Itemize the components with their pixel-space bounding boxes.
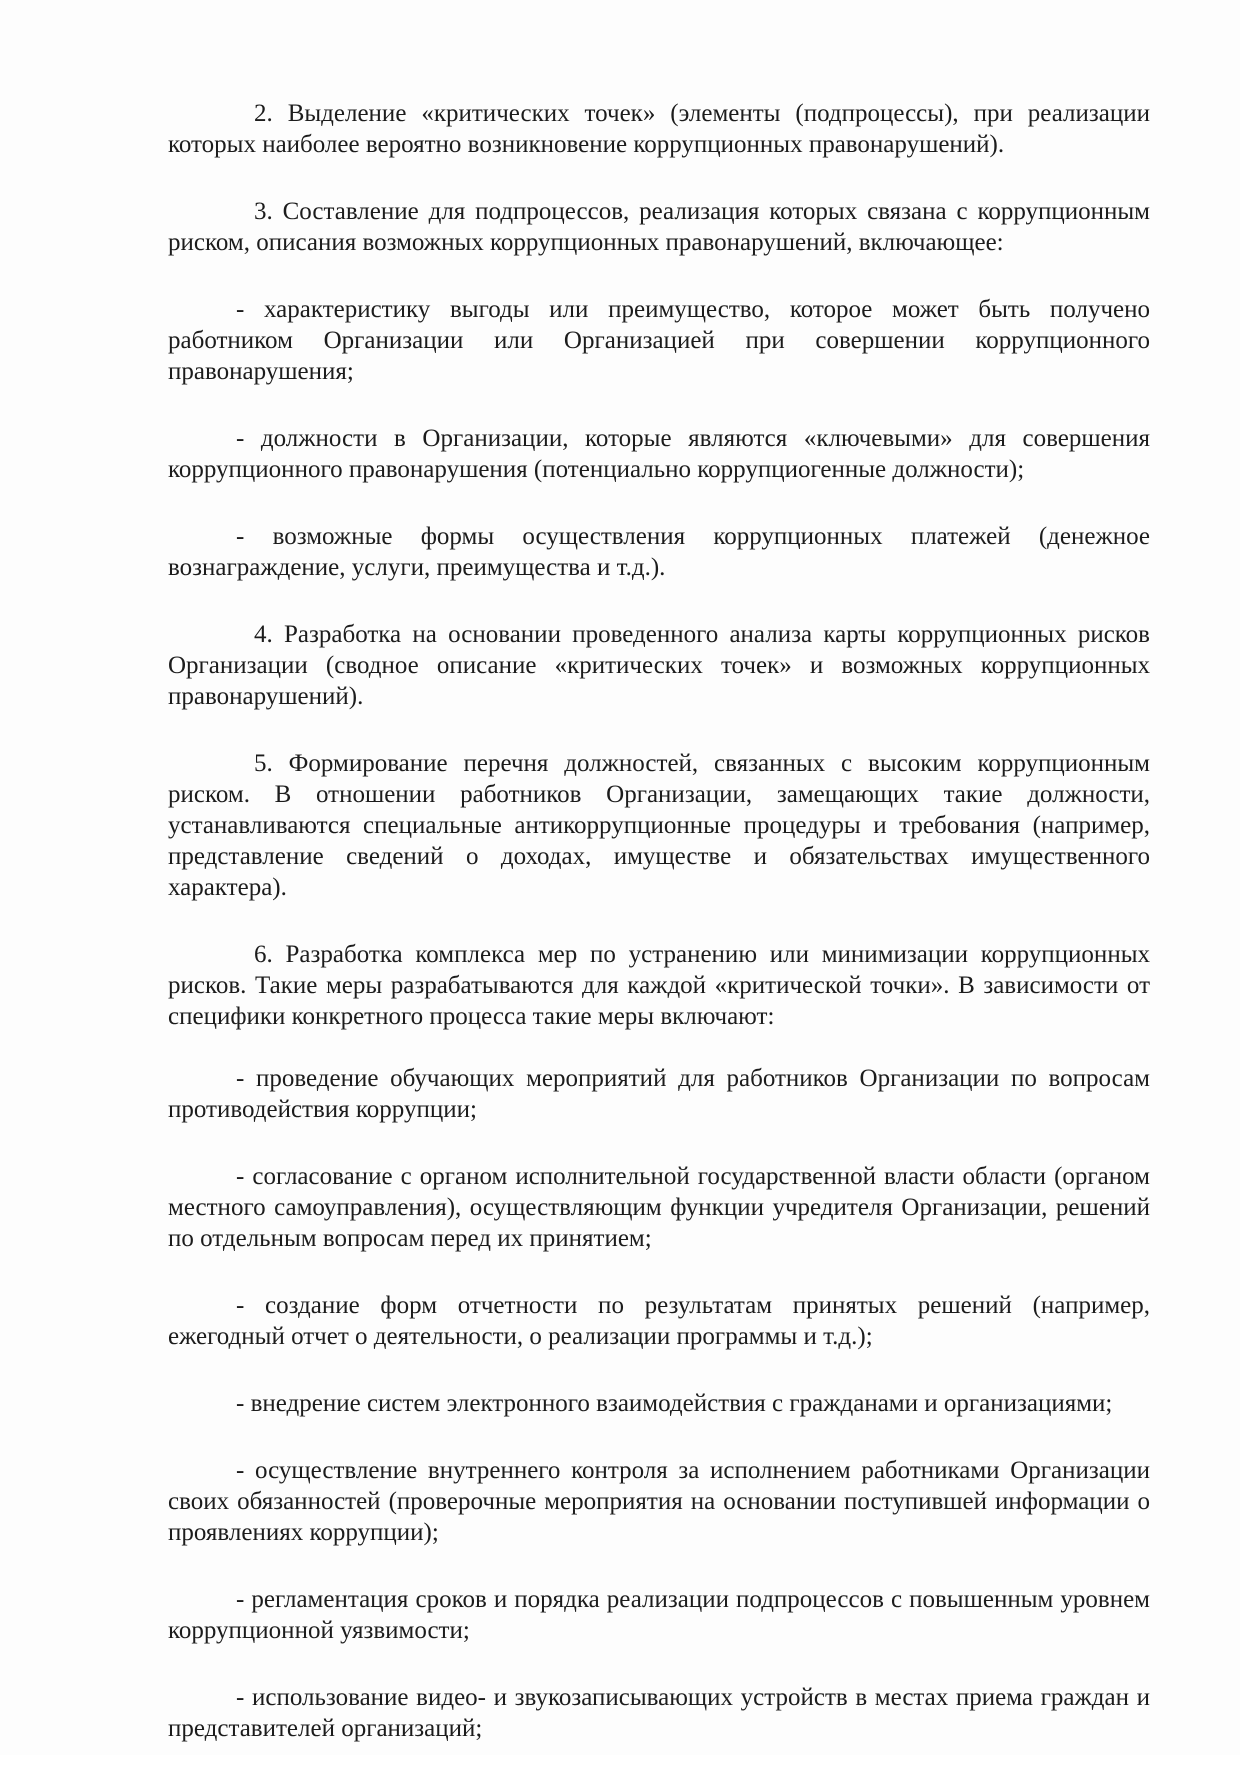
- list-item-reporting: [168, 1290, 1150, 1352]
- list-item-text: - согласование с органом исполнительной государственной власти области (органом местного самоуправления), осуществляющим функции учредителя Организации, решений по отдельным вопросам перед их принятием;: [168, 1163, 1150, 1252]
- list-item-text: - возможные формы осуществления коррупционных платежей (денежное вознаграждение, услуги, преимущества и т.д.).: [168, 523, 1150, 581]
- list-item-text: - осуществление внутреннего контроля за исполнением работниками Организации своих обязанностей (проверочные мероприятия на основании поступившей информации о проявлениях коррупции);: [168, 1457, 1150, 1546]
- list-item-recording-devices: [168, 1682, 1150, 1744]
- list-item-positions: [168, 423, 1150, 485]
- paragraph-5-positions-list: [168, 748, 1150, 903]
- list-item-regulation: [168, 1584, 1150, 1646]
- list-item-text: - должности в Организации, которые являются «ключевыми» для совершения коррупционного правонарушения (потенциально коррупциогенные должности);: [168, 425, 1150, 483]
- list-item-approval: [168, 1161, 1150, 1254]
- paragraph-text: 2. Выделение «критических точек» (элементы (подпроцессы), при реализации которых наиболее вероятно возникновение коррупционных правонарушений).: [168, 100, 1150, 158]
- list-item-benefit: [168, 294, 1150, 387]
- list-item-text: - проведение обучающих мероприятий для работников Организации по вопросам противодействия коррупции;: [168, 1065, 1150, 1123]
- list-item-payment-forms: [168, 521, 1150, 583]
- paragraph-6-measures: [168, 939, 1150, 1032]
- list-item-text: - использование видео- и звукозаписывающих устройств в местах приема граждан и представителей организаций;: [168, 1684, 1150, 1742]
- list-item-internal-control: [168, 1455, 1150, 1548]
- paragraph-text: 3. Составление для подпроцессов, реализация которых связана с коррупционным риском, описания возможных коррупционных правонарушений, включающее:: [168, 198, 1150, 256]
- list-item-electronic-interaction: [168, 1388, 1150, 1419]
- paragraph-text: 5. Формирование перечня должностей, связанных с высоким коррупционным риском. В отношении работников Организации, замещающих такие должности, устанавливаются специальные антикоррупционные процедуры и требования (например, представление сведений о доходах, имуществе и обязательствах имущественного характера).: [168, 750, 1150, 901]
- document-page: [168, 98, 1150, 1780]
- paragraph-4-risk-map: [168, 619, 1150, 712]
- paragraph-3-description: [168, 196, 1150, 258]
- list-item-text: - регламентация сроков и порядка реализации подпроцессов с повышенным уровнем коррупционной уязвимости;: [168, 1586, 1150, 1644]
- paragraph-text: 4. Разработка на основании проведенного анализа карты коррупционных рисков Организации (сводное описание «критических точек» и возможных коррупционных правонарушений).: [168, 621, 1150, 710]
- list-item-training: [168, 1063, 1150, 1125]
- paragraph-text: 6. Разработка комплекса мер по устранению или минимизации коррупционных рисков. Такие меры разрабатываются для каждой «критической точки». В зависимости от специфики конкретного процесса такие меры включают:: [168, 941, 1150, 1030]
- list-item-text: - характеристику выгоды или преимущество, которое может быть получено работником Организации или Организацией при совершении коррупционного правонарушения;: [168, 296, 1150, 385]
- list-item-text: - создание форм отчетности по результатам принятых решений (например, ежегодный отчет о деятельности, о реализации программы и т.д.);: [168, 1292, 1150, 1350]
- list-item-text: - внедрение систем электронного взаимодействия с гражданами и организациями;: [236, 1390, 1113, 1417]
- paragraph-2-critical-points: [168, 98, 1150, 160]
